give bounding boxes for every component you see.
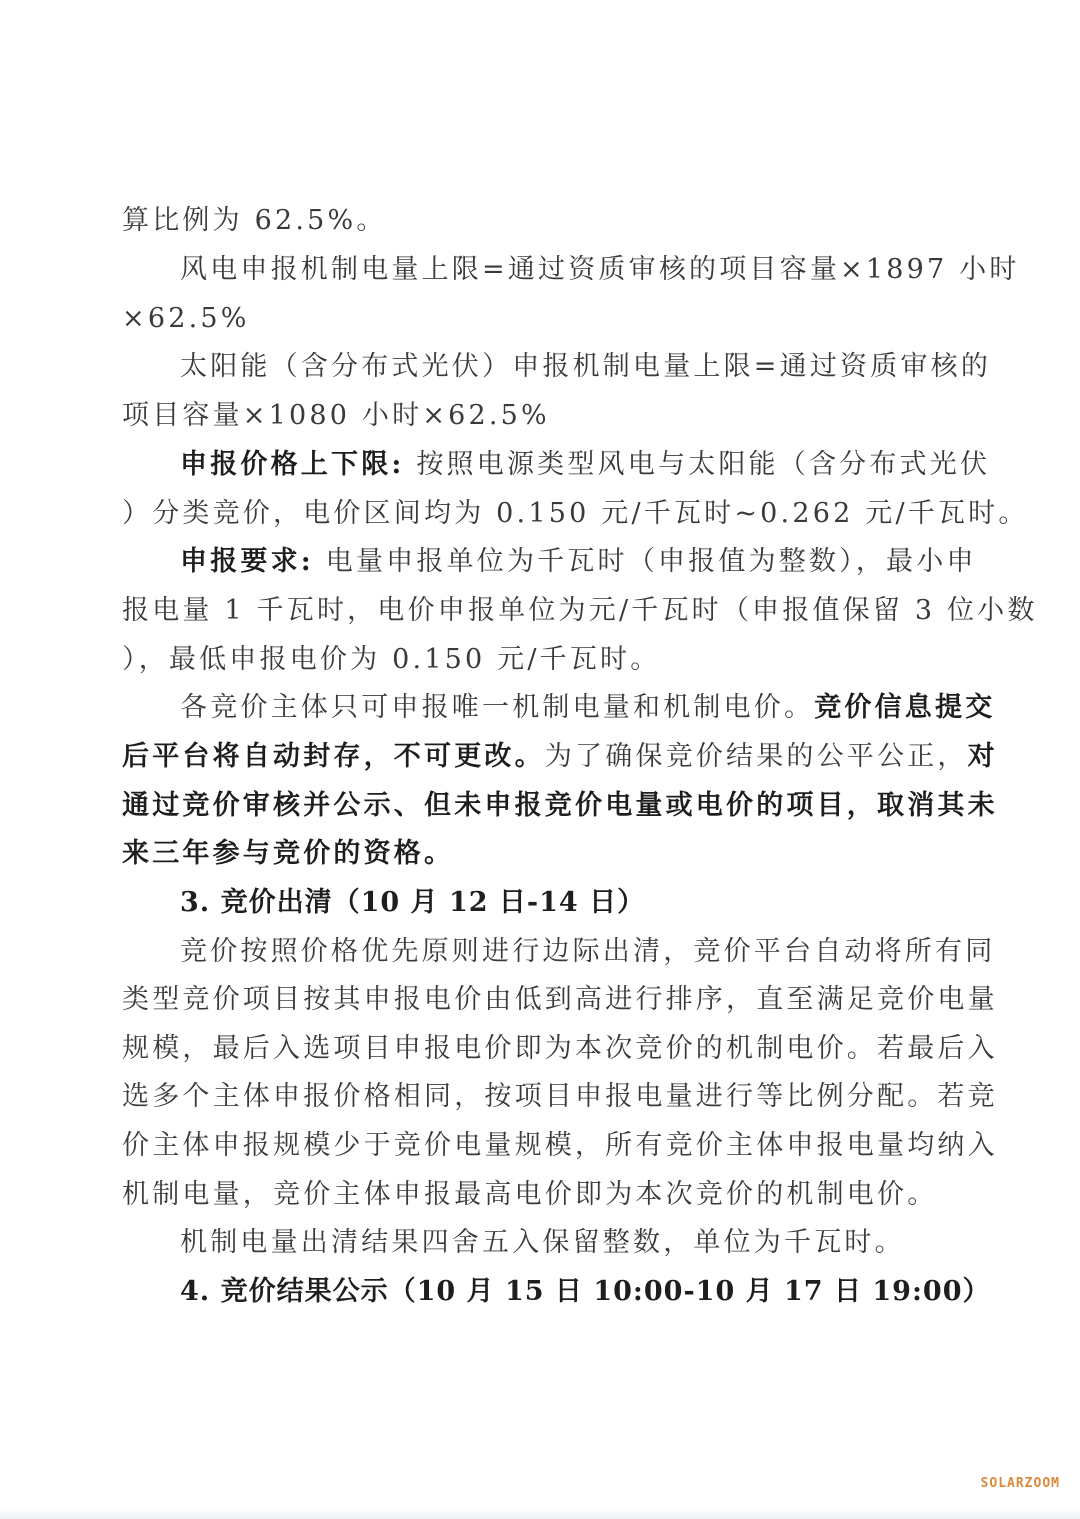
bold-text: 竞价信息提交 — [814, 692, 996, 723]
text-line: 类型竞价项目按其申报电价由低到高进行排序，直至满足竞价电量 — [122, 984, 998, 1015]
text-line: 规模，最后入选项目申报电价即为本次竞价的机制电价。若最后入 — [122, 1033, 998, 1064]
section-heading: 3. 竞价出清（10 月 12 日-14 日） — [180, 887, 646, 918]
text-line: 竞价按照价格优先原则进行边际出清，竞价平台自动将所有同 — [180, 936, 996, 967]
text-line: 算比例为 62.5%。 — [122, 205, 387, 236]
declaration-requirement-label: 申报要求: — [180, 546, 314, 577]
text-line: 来三年参与竞价的资格。 — [122, 838, 455, 869]
text-line: 价主体申报规模少于竞价电量规模，所有竞价主体申报电量均纳入 — [122, 1130, 998, 1161]
text-line: 通过竞价审核并公示、但未申报竞价电量或电价的项目，取消其未 — [122, 790, 998, 821]
text-line: 申报价格上下限: 按照电源类型风电与太阳能（含分布式光伏 — [180, 449, 991, 480]
watermark: SOLARZOOM — [980, 1476, 1060, 1491]
text-line: 机制电量，竞价主体申报最高电价即为本次竞价的机制电价。 — [122, 1179, 938, 1210]
text-line: 项目容量×1080 小时×62.5% — [122, 400, 550, 431]
text-line: 风电申报机制电量上限=通过资质审核的项目容量×1897 小时 — [180, 254, 1020, 285]
text-line: 各竞价主体只可申报唯一机制电量和机制电价。竞价信息提交 — [180, 692, 996, 723]
text-line: 机制电量出清结果四舍五入保留整数，单位为千瓦时。 — [180, 1227, 905, 1258]
text-line: ），最低申报电价为 0.150 元/千瓦时。 — [122, 644, 661, 675]
page-bottom-edge — [0, 1509, 1080, 1519]
text-line: 报电量 1 千瓦时，电价申报单位为元/千瓦时（申报值保留 3 位小数 — [122, 595, 1038, 626]
text-line: 申报要求: 电量申报单位为千瓦时（申报值为整数），最小申 — [180, 546, 977, 577]
text-line: ×62.5% — [122, 303, 250, 334]
text-line: ）分类竞价，电价区间均为 0.150 元/千瓦时~0.262 元/千瓦时。 — [122, 498, 1029, 529]
text-line: 太阳能（含分布式光伏）申报机制电量上限=通过资质审核的 — [180, 351, 992, 382]
section-heading: 4. 竞价结果公示（10 月 15 日 10:00-10 月 17 日 19:00） — [180, 1276, 991, 1307]
price-limit-label: 申报价格上下限: — [180, 449, 405, 480]
text-line: 后平台将自动封存，不可更改。为了确保竞价结果的公平公正，对 — [122, 741, 998, 772]
text-line: 选多个主体申报价格相同，按项目申报电量进行等比例分配。若竞 — [122, 1081, 998, 1112]
bold-text: 后平台将自动封存，不可更改。 — [122, 741, 545, 772]
bold-text: 对 — [967, 741, 998, 772]
